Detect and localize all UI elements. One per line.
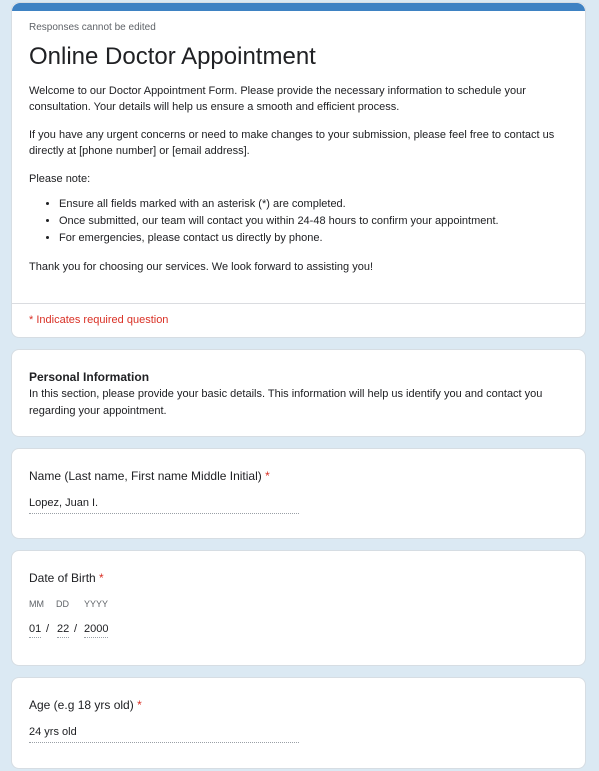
age-answer: 24 yrs old — [29, 726, 299, 743]
form-header-card — [11, 2, 586, 338]
day-field: 22 — [57, 623, 69, 638]
section-card — [11, 349, 586, 437]
date-separator: / — [46, 623, 50, 635]
required-asterisk: * — [137, 698, 142, 712]
year-label: YYYY — [84, 599, 109, 609]
section-title: Personal Information — [29, 370, 150, 384]
notes-list-container — [29, 196, 569, 247]
divider — [12, 303, 585, 304]
thanks-text: Thank you for choosing our services. We look forward to assisting you! — [29, 261, 374, 273]
question-name — [11, 448, 586, 539]
accent-bar — [12, 3, 585, 11]
year-field: 2000 — [84, 623, 108, 638]
required-asterisk: * — [265, 469, 270, 483]
dob-label: Date of Birth — [29, 571, 96, 585]
question-label — [29, 469, 270, 483]
section-description: In this section, please provide your basic details. This information will help us identify you and contact you regarding your appointment. — [29, 388, 543, 417]
question-label — [29, 698, 142, 712]
question-age — [11, 677, 586, 769]
age-label: Age (e.g 18 yrs old) — [29, 698, 134, 712]
note-item: • Ensure all fields marked with an asterisk (*) are completed. — [59, 196, 569, 213]
day-label: DD — [56, 599, 69, 609]
month-label: MM — [29, 599, 44, 609]
form-contact — [29, 127, 569, 159]
name-label: Name (Last name, First name Middle Initial) — [29, 469, 262, 483]
question-dob — [11, 550, 586, 666]
required-asterisk: * — [99, 571, 104, 585]
contact-text: If you have any urgent concerns or need to make changes to your submission, please feel free to contact us directly at [phone number] or [email address]. — [29, 129, 555, 157]
form-intro — [29, 83, 549, 115]
question-label — [29, 571, 104, 585]
date-separator: / — [74, 623, 78, 635]
required-indicator-note: * Indicates required question — [29, 314, 169, 326]
responses-notice: Responses cannot be edited — [29, 22, 156, 33]
form-title: Online Doctor Appointment — [29, 43, 316, 70]
notes-list — [29, 196, 569, 247]
please-note: Please note: — [29, 173, 91, 185]
name-answer: Lopez, Juan I. — [29, 497, 299, 514]
note-item: • Once submitted, our team will contact you within 24-48 hours to confirm your appointment. — [59, 213, 569, 230]
intro-text: Welcome to our Doctor Appointment Form. Please provide the necessary information to schedule your consultation. Your details will help us ensure a smooth and efficient process. — [29, 85, 526, 113]
note-item: • For emergencies, please contact us directly by phone. — [59, 230, 569, 247]
month-field: 01 — [29, 623, 41, 638]
